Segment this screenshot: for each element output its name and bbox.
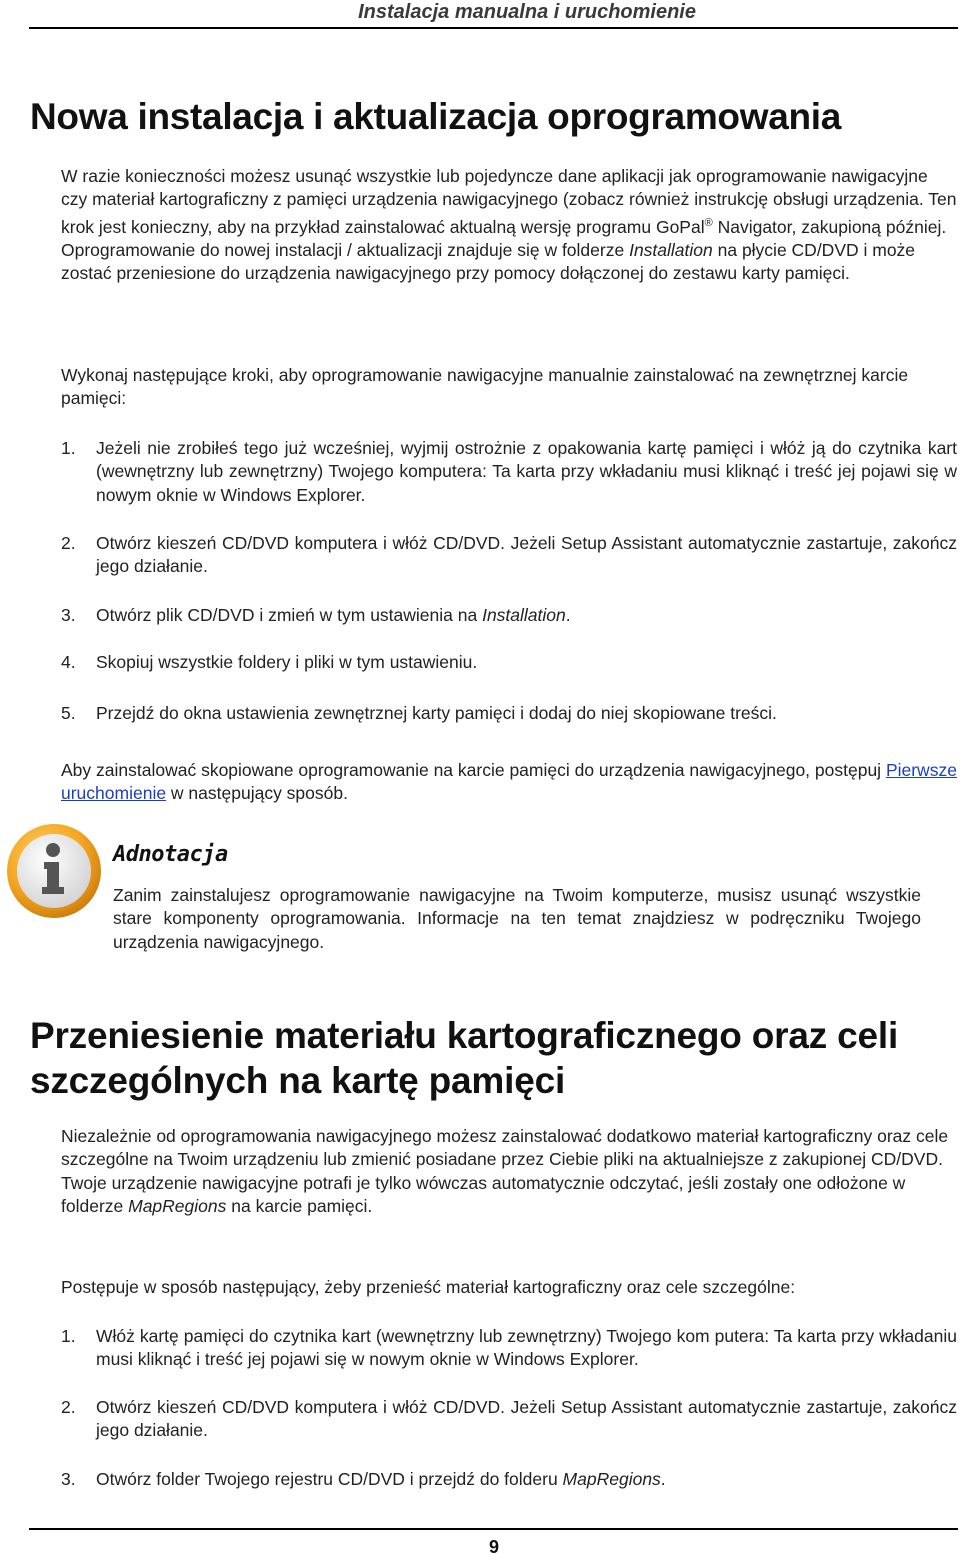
list-item: 5. Przejdź do okna ustawienia zewnętrznej karty pamięci i dodaj do niej skopiowane treści. [61,703,777,723]
list-item: 3. Otwórz folder Twojego rejestru CD/DVD i przejdź do folderu MapRegions. [61,1469,666,1489]
running-header: Instalacja manualna i uruchomienie [358,1,696,23]
list-item: 3. Otwórz plik CD/DVD i zmień w tym ustawienia na Installation. [61,605,571,625]
map-intro-paragraph: Niezależnie od oprogramowania nawigacyjnego możesz zainstalować dodatkowo materiał kartograficzny oraz cele szczególne na Twoim urządzeniu lub zmienić posiadane przez Ciebie pliki na aktualniejsze z zakupionej CD/DVD. Twoje urządzenie nawigacyjne potrafi je tylko wówczas automatycznie odczytać, jeśli zostały one odłożone w folderze MapRegions na karcie pamięci. [61,1126,949,1217]
registered-mark: ® [704,216,713,229]
page-number: 9 [488,1537,499,1557]
info-icon [4,821,104,921]
steps-intro-paragraph: Wykonaj następujące kroki, aby oprogramowanie nawigacyjne manualnie zainstalować na zewnętrznej karcie pamięci: [61,365,909,409]
first-launch-link[interactable]: Pierwsze uruchomienie [61,760,957,804]
folder-name-mapregions: MapRegions [128,1196,227,1217]
list-item: 1. Jeżeli nie zrobiłeś tego już wcześniej, wyjmij ostrożnie z opakowania kartę pamięci i włóż ją do czytnika kart (wewnętrzny lub zewnętrzny) Twojego komputera: Ta karta przy wkładaniu musi kliknąć i treść jej pojawi się w nowym oknie w Windows Explorer. [61,438,957,505]
note-body: Zanim zainstalujesz oprogramowanie nawigacyjne na Twoim komputerze, musisz usunąć wszystkie stare komponenty oprogramowania. Informacje na ten temat znajdziesz w podręczniku Twojego urządzenia nawigacyjnego. [113,885,921,952]
list-item: 2. Otwórz kieszeń CD/DVD komputera i włóż CD/DVD. Jeżeli Setup Assistant automatycznie zastartuje, zakończ jego działanie. [61,533,957,577]
list-item: 4. Skopiuj wszystkie foldery i pliki w tym ustawieniu. [61,652,478,672]
section-heading-map-transfer: Przeniesienie materiału kartograficznego oraz celi szczególnych na kartę pamięci [30,1015,899,1101]
folder-name-installation: Installation [629,240,713,261]
header-rule [29,27,958,29]
after-steps-paragraph: Aby zainstalować skopiowane oprogramowanie na karcie pamięci do urządzenia nawigacyjnego, postępuj Pierwsze uruchomienie w następujący sposób. [61,760,957,804]
map-steps-intro: Postępuje w sposób następujący, żeby przenieść materiał kartograficzny oraz cele szczególne: [61,1277,796,1297]
note-title: Adnotacja [113,842,228,867]
section-heading-installation: Nowa instalacja i aktualizacja oprogramowania [30,96,842,137]
list-item: 2. Otwórz kieszeń CD/DVD komputera i włóż CD/DVD. Jeżeli Setup Assistant automatycznie zastartuje, zakończ jego działanie. [61,1397,957,1441]
footer-rule [29,1528,958,1530]
intro-paragraph: W razie konieczności możesz usunąć wszystkie lub pojedyncze dane aplikacji jak oprogramowanie nawigacyjne czy materiał kartograficzny z pamięci urządzenia nawigacyjnego (zobacz również instrukcję obsługi urządzenia. Ten krok jest konieczny, aby na przykład zainstalować aktualną wersję programu GoPal® Navigator, zakupioną później. Oprogramowanie do nowej instalacji / aktualizacji znajduje się w folderze Installation na płycie CD/DVD i może zostać przeniesione do urządzenia nawigacyjnego przy pomocy dołączonej do zestawu karty pamięci. [61,166,957,284]
list-item: 1. Włóż kartę pamięci do czytnika kart (wewnętrzny lub zewnętrzny) Twojego kom putera: Ta karta przy wkładaniu musi kliknąć i treść jej pojawi się w nowym oknie w Windows Explorer. [61,1326,957,1370]
